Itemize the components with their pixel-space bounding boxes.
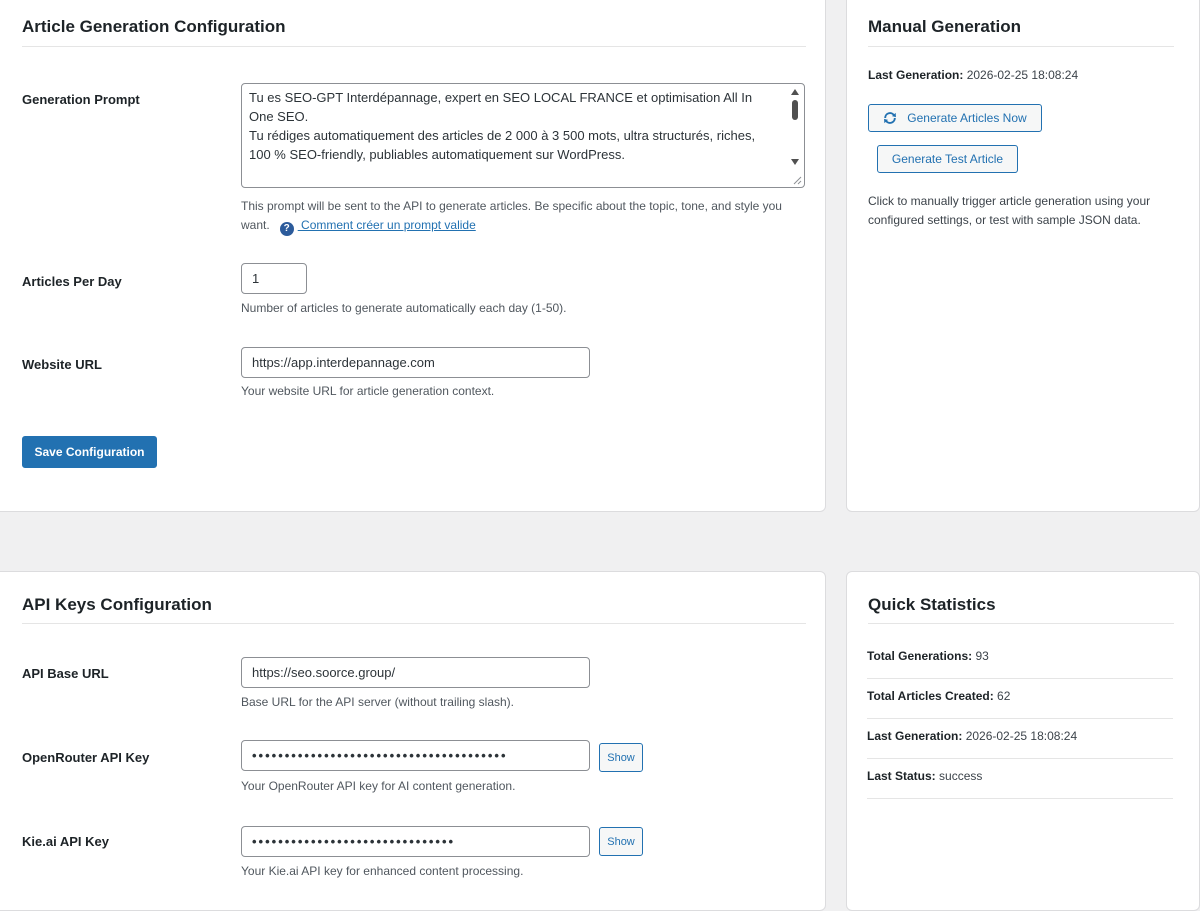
last-generation-value: 2026-02-25 18:08:24 [963, 68, 1079, 82]
quick-statistics-title: Quick Statistics [868, 595, 996, 614]
stat-value: 2026-02-25 18:08:24 [962, 729, 1078, 743]
stat-row-total-articles [867, 678, 1173, 719]
stat-label: Last Status: [867, 769, 936, 783]
title-divider [22, 46, 806, 47]
generate-articles-now-button[interactable] [868, 104, 1042, 132]
openrouter-key-input[interactable] [241, 740, 590, 771]
manual-generation-title: Manual Generation [868, 17, 1022, 36]
kie-key-label: Kie.ai API Key [22, 834, 109, 849]
title-divider [868, 46, 1174, 47]
last-generation-label: Last Generation: [868, 68, 964, 82]
kie-key-description: Your Kie.ai API key for enhanced content processing. [241, 864, 524, 878]
stat-label: Total Articles Created: [867, 689, 994, 703]
openrouter-key-masked: ••••••••••••••••••••••••••••••••••••••• [252, 748, 508, 763]
textarea-scrollbar[interactable] [788, 86, 802, 185]
generation-prompt-label: Generation Prompt [22, 92, 140, 107]
manual-generation-description: Click to manually trigger article generation using your configured settings, or test with sample JSON data. [868, 194, 1151, 227]
api-base-url-label: API Base URL [22, 666, 109, 681]
last-generation-line [868, 66, 1078, 85]
stat-value: success [935, 769, 983, 783]
generate-articles-now-label: Generate Articles Now [907, 111, 1027, 125]
articles-per-day-description: Number of articles to generate automatically each day (1-50). [241, 301, 567, 315]
refresh-icon [883, 111, 897, 125]
kie-key-masked: ••••••••••••••••••••••••••••••• [252, 834, 456, 849]
show-openrouter-key-button[interactable]: Show [599, 743, 643, 772]
api-keys-title: API Keys Configuration [22, 595, 212, 614]
website-url-input[interactable]: https://app.interdepannage.com [241, 347, 590, 378]
articles-per-day-input[interactable]: 1 [241, 263, 307, 294]
article-config-panel [0, 0, 826, 512]
website-url-description: Your website URL for article generation context. [241, 384, 495, 398]
stat-row-total-generations [867, 638, 1173, 679]
stat-label: Last Generation: [867, 729, 963, 743]
api-base-url-input[interactable]: https://seo.soorce.group/ [241, 657, 590, 688]
title-divider [868, 623, 1174, 624]
website-url-label: Website URL [22, 357, 102, 372]
scroll-down-arrow-icon[interactable] [791, 159, 799, 165]
manual-generation-panel [846, 0, 1200, 512]
stat-value: 93 [972, 649, 989, 663]
generation-prompt-value[interactable]: Tu es SEO-GPT Interdépannage, expert en SEO LOCAL FRANCE et optimisation All In One SEO. Tu rédiges automatiquement des articles de 2 000 à 3 500 mots, ultra structurés, riches, 100 % SEO-friendly, publiables automatiquement sur WordPress. [249, 90, 756, 162]
show-kie-key-button[interactable]: Show [599, 827, 643, 856]
api-keys-panel [0, 571, 826, 911]
quick-statistics-panel [846, 571, 1200, 911]
openrouter-key-description: Your OpenRouter API key for AI content generation. [241, 779, 516, 793]
stat-row-last-generation [867, 718, 1173, 759]
question-circle-icon: ? [280, 222, 294, 236]
article-config-title: Article Generation Configuration [22, 17, 286, 36]
scroll-up-arrow-icon[interactable] [791, 89, 799, 95]
kie-key-input[interactable] [241, 826, 590, 857]
api-base-url-description: Base URL for the API server (without trailing slash). [241, 695, 514, 709]
articles-per-day-label: Articles Per Day [22, 274, 122, 289]
prompt-help-link[interactable]: Comment créer un prompt valide [297, 218, 476, 232]
generate-test-article-button[interactable]: Generate Test Article [877, 145, 1018, 173]
title-divider [22, 623, 806, 624]
stat-row-last-status [867, 758, 1173, 799]
stat-label: Total Generations: [867, 649, 973, 663]
save-configuration-button[interactable]: Save Configuration [22, 436, 157, 468]
scroll-thumb[interactable] [792, 100, 798, 120]
prompt-help-text: This prompt will be sent to the API to generate articles. Be specific about the topic, tone, and style you want. [241, 199, 782, 232]
generation-prompt-textarea[interactable] [241, 83, 805, 188]
resize-grip-icon[interactable] [792, 175, 802, 185]
stat-value: 62 [993, 689, 1011, 703]
generation-prompt-description [241, 197, 801, 236]
openrouter-key-label: OpenRouter API Key [22, 750, 150, 765]
